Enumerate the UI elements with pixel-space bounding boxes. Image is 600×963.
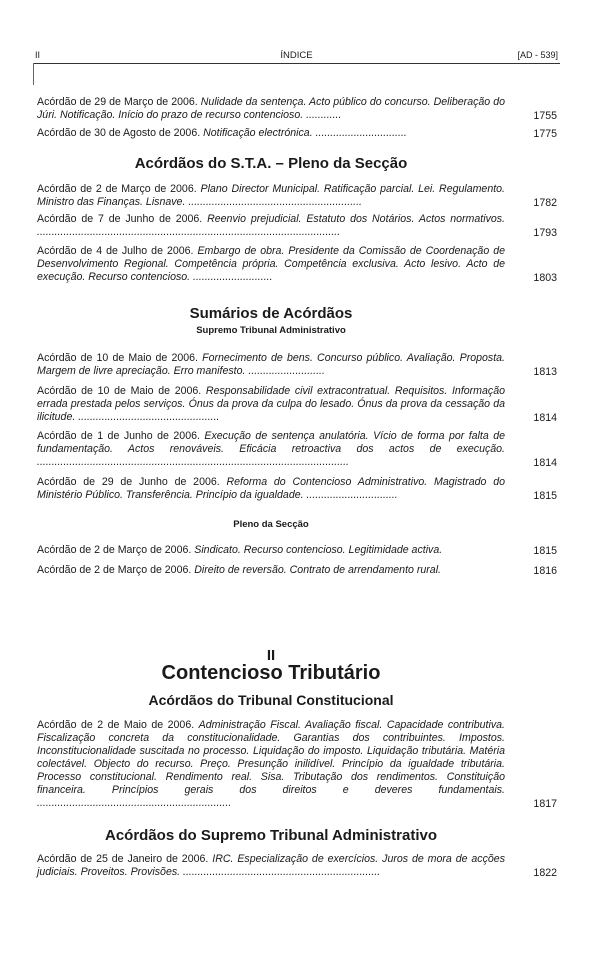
entry-topics: Execução de sentença anulatória. Vício de forma por falta de fundamentação. Actos renováveis. Eficácia retroactiva dos actos de execução. ..........................................................................................................	[37, 430, 506, 468]
entry-label: Acórdão de 1 de Junho de 2006.	[37, 430, 200, 442]
section-heading: Acórdãos do S.T.A. – Pleno da Secção	[134, 155, 408, 172]
entry-label: Acórdão de 7 de Junho de 2006.	[37, 213, 203, 225]
section-heading: Acórdãos do Tribunal Constitucional	[148, 692, 394, 708]
section-heading: Sumários de Acórdãos	[189, 305, 353, 322]
entry-topics: IRC. Especialização de exercícios. Juros de mora de acções judiciais. Proveitos. Provisões. ...................................................................	[37, 853, 505, 878]
entry-label: Acórdão de 29 de Junho de 2006.	[37, 476, 220, 488]
section-heading: Acórdãos do Supremo Tribunal Administrativo	[105, 827, 437, 844]
index-entry	[37, 853, 557, 879]
part-title: Contencioso Tributário	[161, 662, 381, 684]
index-entry	[37, 719, 557, 810]
entry-label: Acórdão de 2 de Março de 2006.	[37, 544, 192, 556]
entry-label: Acórdão de 2 de Março de 2006.	[37, 183, 197, 195]
entry-topics: Notificação electrónica. ...............................	[203, 127, 407, 139]
entry-page: 1815	[533, 545, 557, 557]
header-reference: [AD - 539]	[517, 50, 558, 60]
entry-page: 1755	[533, 110, 557, 122]
index-entry	[37, 96, 557, 122]
index-entry	[37, 127, 557, 140]
entry-topics: Nulidade da sentença. Acto público do concurso. Deliberação do Júri. Notificação. Início do prazo de recurso contencioso. ............	[37, 96, 505, 121]
entry-label: Acórdão de 2 de Maio de 2006.	[37, 719, 195, 731]
index-entry	[37, 564, 557, 577]
entry-page: 1775	[533, 128, 557, 140]
entry-topics: Sindicato. Recurso contencioso. Legitimidade activa.	[194, 544, 443, 556]
entry-topics: Direito de reversão. Contrato de arrendamento rural.	[194, 564, 441, 576]
entry-label: Acórdão de 10 de Maio de 2006.	[37, 385, 202, 397]
part-number: II	[266, 647, 276, 664]
header-rule	[33, 63, 560, 64]
entry-page: 1814	[533, 412, 557, 424]
entry-page: 1793	[533, 227, 557, 239]
entry-page: 1813	[533, 366, 557, 378]
entry-topics: Plano Director Municipal. Ratificação parcial. Lei. Regulamento. Ministro das Finanças. Lisnave. ...........................................................	[37, 183, 505, 208]
entry-page: 1816	[533, 565, 557, 577]
entry-label: Acórdão de 29 de Março de 2006.	[37, 96, 198, 108]
entry-page: 1815	[533, 490, 557, 502]
entry-page: 1814	[533, 457, 557, 469]
index-entry	[37, 476, 557, 502]
entry-label: Acórdão de 2 de Março de 2006.	[37, 564, 192, 576]
index-entry	[37, 430, 557, 469]
entry-topics: Embargo de obra. Presidente da Comissão de Coordenação de Desenvolvimento Regional. Competência própria. Competência exclusiva. Acto lesivo. Acto de execução. Recurso contencioso. ...........................	[37, 245, 505, 283]
section-subheading: Pleno da Secção	[233, 519, 309, 530]
index-entry	[37, 245, 557, 284]
entry-label: Acórdão de 4 de Julho de 2006.	[37, 245, 194, 257]
entry-page: 1817	[533, 798, 557, 810]
entry-page: 1822	[533, 867, 557, 879]
header-part-number: II	[35, 50, 41, 60]
margin-rule	[33, 63, 34, 85]
entry-topics: Administração Fiscal. Avaliação fiscal. Capacidade contributiva. Fiscalização concreta da constitucionalidade. Garantias dos contribuintes. Impostos. Inconstitucionalidade suscitada no processo. Liquidação do imposto. Liquidação tributária. Matéria colectável. Objecto do recurso. Preço. Presunção inilidível. Princípio da igualdade tributária. Processo constitucional. Rendimento real. Sisa. Tributação dos rendimentos. Constituição financeira. Princípios gerais dos direitos e deveres fundamentais. ..................................................................	[37, 719, 505, 809]
index-entry	[37, 213, 557, 239]
entry-topics: Reenvio prejudicial. Estatuto dos Notários. Actos normativos. .......................................................................................................	[37, 213, 505, 238]
entry-topics: Fornecimento de bens. Concurso público. Avaliação. Proposta. Margem de livre apreciação. Erro manifesto. ..........................	[37, 352, 505, 377]
header-title: ÍNDICE	[280, 50, 313, 61]
entry-page: 1803	[533, 272, 557, 284]
entry-label: Acórdão de 10 de Maio de 2006.	[37, 352, 198, 364]
section-subheading: Supremo Tribunal Administrativo	[196, 325, 346, 336]
entry-topics: Reforma do Contencioso Administrativo. Magistrado do Ministério Público. Transferência. Princípio da igualdade. ...............................	[37, 476, 505, 501]
entry-label: Acórdão de 25 de Janeiro de 2006.	[37, 853, 209, 865]
index-entry	[37, 544, 557, 557]
entry-page: 1782	[533, 197, 557, 209]
entry-label: Acórdão de 30 de Agosto de 2006.	[37, 127, 201, 139]
entry-topics: Responsabilidade civil extracontratual. Requisitos. Informação errada prestada pelos serviços. Ónus da prova da culpa do lesado. Ónus da prova da cessação da ilicitude. ................................................	[37, 385, 505, 423]
index-entry	[37, 352, 557, 378]
page-header	[35, 50, 558, 64]
index-entry	[37, 183, 557, 209]
index-entry	[37, 385, 557, 424]
